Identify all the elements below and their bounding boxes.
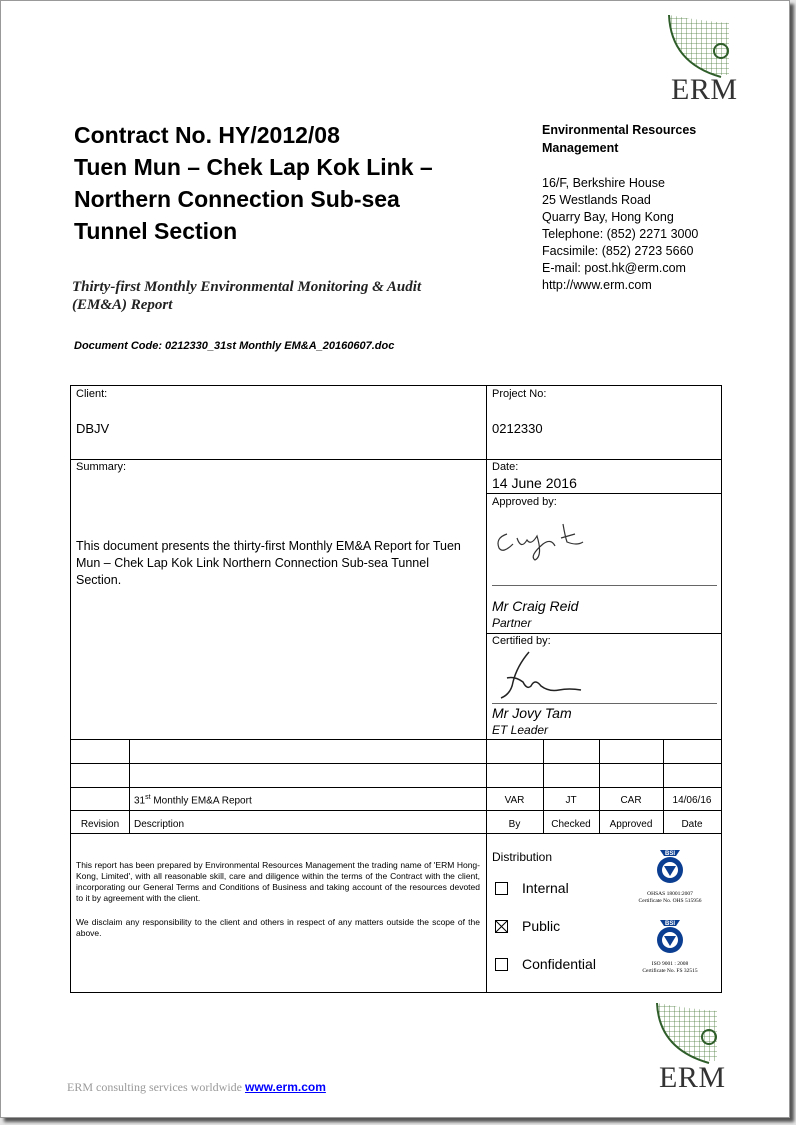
- company-name-line: Management: [542, 141, 619, 155]
- col-header-revision: Revision: [80, 819, 120, 830]
- distribution-confidential-label: Confidential: [522, 956, 596, 972]
- col-header-checked: Checked: [551, 819, 591, 830]
- approver-signature-icon: [493, 516, 588, 561]
- erm-leaf-icon: [649, 1001, 724, 1067]
- address-line: 25 Westlands Road: [542, 193, 651, 207]
- bsi-iso-badge: [633, 916, 707, 978]
- distribution-public-checkbox[interactable]: [495, 920, 508, 933]
- certified-by-label: Certified by:: [492, 635, 551, 647]
- distribution-internal-checkbox[interactable]: [495, 882, 508, 895]
- bsi-kitemark-icon: [652, 916, 688, 956]
- document-subtitle: [72, 278, 472, 314]
- date-label: Date:: [492, 461, 519, 473]
- facsimile-line: Facsimile: (852) 2723 5660: [542, 244, 694, 258]
- subtitle-line: (EM&A) Report: [72, 297, 173, 313]
- title-line: Northern Connection Sub-sea: [74, 186, 400, 212]
- email-line: E-mail: post.hk@erm.com: [542, 261, 686, 275]
- footer: [67, 1080, 326, 1095]
- document-info-table: [70, 385, 722, 993]
- certifier-role: ET Leader: [492, 723, 549, 737]
- distribution-public-label: Public: [522, 918, 561, 934]
- document-code: Document Code: 0212330_31st Monthly EM&A_20160607.doc: [74, 340, 395, 352]
- distribution-internal-label: Internal: [522, 880, 569, 896]
- revision-by: VAR: [504, 795, 525, 806]
- checkbox-cross-icon: [496, 921, 507, 932]
- erm-leaf-icon: [661, 13, 736, 81]
- col-header-approved: Approved: [609, 819, 653, 830]
- distribution-label: Distribution: [492, 850, 553, 864]
- certifier-signature-icon: [493, 648, 593, 703]
- bsi-ohsas-line2: Certificate No. OHS 515956: [638, 898, 702, 904]
- bsi-kitemark-icon: [652, 846, 688, 886]
- revision-date: 14/06/16: [672, 795, 712, 806]
- title-line: Contract No. HY/2012/08: [74, 122, 340, 148]
- certifier-name: Mr Jovy Tam: [492, 705, 572, 721]
- footer-link[interactable]: www.erm.com: [244, 1080, 326, 1094]
- summary-label: Summary:: [76, 461, 127, 473]
- revision-checked: JT: [565, 795, 577, 806]
- erm-logo-bottom: [649, 1001, 724, 1093]
- summary-text: This document presents the thirty-first Monthly EM&A Report for Tuen Mun – Chek Lap Kok Link Northern Connection Sub-sea Tunnel Section.: [76, 539, 461, 587]
- title-line: Tuen Mun – Chek Lap Kok Link –: [74, 154, 433, 180]
- footer-text: ERM consulting services worldwide: [67, 1080, 245, 1094]
- client-label: Client:: [76, 388, 108, 400]
- erm-logo-text: ERM: [671, 73, 738, 106]
- bsi-mark-text: BSI: [664, 921, 676, 927]
- telephone-line: Telephone: (852) 2271 3000: [542, 227, 699, 241]
- bsi-mark-text: BSI: [664, 851, 676, 857]
- col-header-date: Date: [681, 819, 703, 830]
- company-address-block: [542, 121, 698, 294]
- date-value: 14 June 2016: [492, 475, 577, 491]
- col-header-description: Description: [134, 819, 185, 830]
- project-value: 0212330: [492, 421, 543, 436]
- disclaimer-paragraph-1: This report has been prepared by Environmental Resources Management the trading name of 'ERM Hong-Kong, Limited', with all reasonable skill, care and diligence within the terms of the Contract with the client, incorporating our General Terms and Conditions of Business and taking account of the resources devoted to it by agreement with the client.: [76, 860, 480, 903]
- bsi-ohsas-badge: [633, 846, 707, 908]
- approver-role: Partner: [492, 616, 532, 630]
- address-line: Quarry Bay, Hong Kong: [542, 210, 674, 224]
- project-label: Project No:: [492, 388, 547, 400]
- revision-description: 31st Monthly EM&A Report: [134, 794, 252, 807]
- erm-logo-top: [661, 13, 738, 106]
- bsi-ohsas-line1: OHSAS 18001:2007: [647, 891, 693, 897]
- client-value: DBJV: [76, 421, 110, 436]
- document-title: [74, 119, 433, 247]
- distribution-confidential-checkbox[interactable]: [495, 958, 508, 971]
- company-name-line: Environmental Resources: [542, 123, 697, 137]
- title-line: Tunnel Section: [74, 218, 238, 244]
- subtitle-line: Thirty-first Monthly Environmental Monitoring & Audit: [72, 279, 422, 295]
- disclaimer-paragraph-2: We disclaim any responsibility to the client and others in respect of any matters outside the scope of the above.: [76, 917, 480, 938]
- website-line: http://www.erm.com: [542, 278, 652, 292]
- approved-by-label: Approved by:: [492, 496, 557, 508]
- approver-name: Mr Craig Reid: [492, 598, 579, 614]
- col-header-by: By: [508, 819, 521, 830]
- erm-logo-text-bottom: ERM: [659, 1061, 726, 1094]
- address-line: 16/F, Berkshire House: [542, 176, 665, 190]
- bsi-iso-line2: Certificate No. FS 32515: [642, 968, 698, 974]
- revision-approved: CAR: [620, 795, 642, 806]
- company-name: [542, 121, 698, 157]
- bsi-iso-line1: ISO 9001 : 2008: [651, 961, 689, 967]
